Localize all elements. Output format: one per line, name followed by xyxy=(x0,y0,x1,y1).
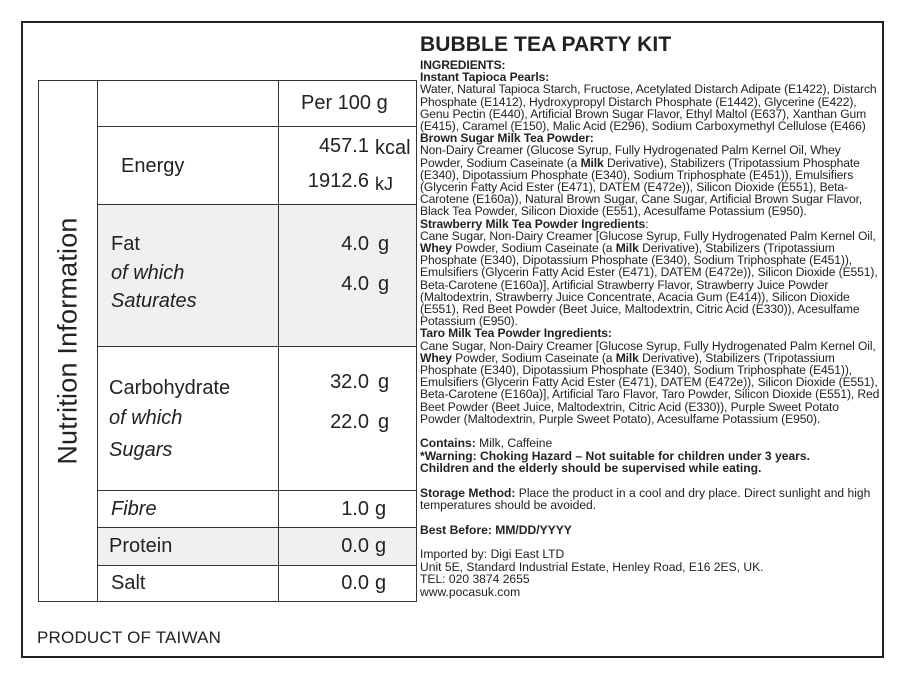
nutrition-value-cell xyxy=(279,491,416,527)
text-part: Cane Sugar, Non-Dairy Creamer [Glucose Syrup, Fully Hydrogenated Palm Kernel Oil, xyxy=(420,338,876,353)
nutrition-value-cell xyxy=(279,347,416,490)
nutrition-value-cell xyxy=(279,566,416,602)
nutrition-value-cell xyxy=(279,528,416,565)
nutrient-amount: 22.0 xyxy=(330,411,369,433)
importer-website: www.pocasuk.com xyxy=(420,584,521,599)
per-100g-label: Per 100 g xyxy=(301,92,388,114)
allergen-warning-block xyxy=(420,437,882,475)
importer-phone: TEL: 020 3874 2655 xyxy=(420,572,530,587)
nutrient-amount: 457.1 xyxy=(318,135,369,157)
nutrition-name-cell xyxy=(98,347,279,490)
nutrient-unit: g xyxy=(375,572,387,594)
allergen-highlight: Whey xyxy=(420,241,452,256)
spacer xyxy=(420,512,882,524)
nutrition-name-cell xyxy=(98,127,279,204)
nutrition-value-cell xyxy=(279,127,416,204)
nutrition-row-protein xyxy=(98,528,416,566)
country-of-origin: PRODUCT OF TAIWAN xyxy=(37,628,222,647)
nutrient-unit: g xyxy=(378,233,390,255)
allergens-value: Milk, Caffeine xyxy=(475,436,553,451)
section-heading-brown-sugar: Brown Sugar Milk Tea Powder: xyxy=(420,131,594,146)
nutrient-name: Protein xyxy=(109,535,173,557)
text-part: Cane Sugar, Non-Dairy Creamer [Glucose Syrup, Fully Hydrogenated Palm Kernel Oil, xyxy=(420,228,876,243)
allergen-highlight: Whey xyxy=(420,350,452,365)
nutrition-row-energy xyxy=(98,127,416,205)
nutrient-unit: g xyxy=(378,411,390,433)
nutrition-name-cell xyxy=(98,528,279,565)
storage-line xyxy=(420,487,882,512)
nutrient-sub-name: Sugars xyxy=(109,439,173,461)
nutrition-side-panel xyxy=(39,81,98,601)
nutrient-amount: 32.0 xyxy=(330,371,369,393)
section-heading-taro: Taro Milk Tea Powder Ingredients: xyxy=(420,326,612,341)
importer-block xyxy=(420,548,882,598)
nutrition-header-row xyxy=(98,81,416,127)
nutrient-amount: 1912.6 xyxy=(307,170,369,192)
storage-block xyxy=(420,487,882,512)
nutrient-name: Carbohydrate xyxy=(109,377,231,399)
nutrient-unit: kJ xyxy=(375,174,393,194)
best-before: Best Before: MM/DD/YYYY xyxy=(420,522,572,537)
nutrient-name: Salt xyxy=(111,572,146,594)
section-heading-tapioca: Instant Tapioca Pearls: xyxy=(420,70,550,85)
text-part: Powder, Sodium Caseinate (a xyxy=(451,241,616,256)
section-heading-strawberry: Strawberry Milk Tea Powder Ingredients xyxy=(420,216,646,231)
text-part: Non-Dairy Creamer (Glucose Syrup, Fully Hydrogenated Palm Kernel Oil, Whey Powder, Sodium Caseinate (a xyxy=(420,143,841,170)
allergens-line xyxy=(420,437,882,450)
nutrition-header-name xyxy=(98,81,279,126)
nutrition-grid xyxy=(98,81,416,601)
nutrient-amount: 4.0 xyxy=(341,273,369,295)
nutrient-unit: g xyxy=(375,535,387,557)
nutrition-name-cell xyxy=(98,491,279,527)
importer-address: Unit 5E, Standard Industrial Estate, Henley Road, E16 2ES, UK. xyxy=(420,559,764,574)
nutrition-header-value-cell xyxy=(279,81,416,126)
nutrient-amount: 0.0 xyxy=(341,572,369,594)
ingredients-panel xyxy=(420,32,882,598)
storage-label: Storage Method: xyxy=(420,485,516,500)
nutrient-name: Energy xyxy=(121,155,185,177)
nutrition-row-salt xyxy=(98,566,416,602)
nutrient-sub-prefix: of which xyxy=(111,262,185,284)
ingredients-heading: INGREDIENTS: xyxy=(420,58,506,72)
section-text-tapioca: Water, Natural Tapioca Starch, Fructose, Acetylated Distarch Adipate (E1422), Distarch Phosphate (E1412), Hydroxypropyl Distarch Phosphate (E1442), Glycerine (E422), Genu Pectin (E440), Artificial Brown Sugar Flavor, Ethyl Maltol (E637), Xanthan Gum (E415), Caramel (E150), Malic Acid (E296), Sodium Carboxymethyl Cellulose (E466) xyxy=(420,82,877,134)
section-text-strawberry xyxy=(420,230,882,328)
best-before-block xyxy=(420,524,882,537)
text-part: Derivative), Stabilizers (Tripotassium Phosphate (E340), Dipotassium Phosphate (E340), Sodium Triphosphate (E451)), Emulsifiers (Glycerin Fatty Acid Ester (E471), DATEM (E472e)), Silicon Dioxide (E551), Beta-Carotene (E160a)), Natural Brown Sugar, Cane Sugar, Artificial Brown Sugar Flavor, Black Tea Powder, Silicon Dioxide (E551), Acesulfame Potassium (E950). xyxy=(420,155,863,219)
warning-line-2: Children and the elderly should be supervised while eating. xyxy=(420,461,762,476)
section-text-brown-sugar xyxy=(420,144,882,217)
nutrition-row-fibre xyxy=(98,491,416,528)
nutrition-name-cell xyxy=(98,205,279,346)
nutrient-amount: 1.0 xyxy=(341,498,369,520)
nutrition-value-cell xyxy=(279,205,416,346)
nutrient-name: Fibre xyxy=(111,498,157,520)
storage-value: Place the product in a cool and dry place. Direct sunlight and high temperatures should be avoided. xyxy=(420,485,871,513)
text-part: Derivative), Stabilizers (Tripotassium Phosphate (E340), Dipotassium Phosphate (E340), Sodium Triphosphate (E451)), Emulsifiers (Glycerin Fatty Acid Ester (E471), DATEM (E472e)), Silicon Dioxide (E551), Beta-Carotene (E160a)], Artificial Strawberry Flavor, Strawberry Juice Powder (Maltodextrin, Strawberry Juice Concentrate, Acacia Gum (E414)), Silicon Dioxide (E551), Red Beet Powder (Beet Juice, Maltodextrin, Citric Acid (E330)), Acesulfame Potassium (E950). xyxy=(420,241,878,329)
nutrient-unit: g xyxy=(375,498,387,520)
ingredients-block xyxy=(420,59,882,425)
heading-suffix: : xyxy=(645,216,649,231)
nutrient-unit: kcal xyxy=(375,137,411,159)
allergen-highlight: Milk xyxy=(615,350,639,365)
nutrition-side-label: Nutrition Information xyxy=(52,217,83,465)
section-text-taro xyxy=(420,340,882,425)
nutrient-unit: g xyxy=(378,371,390,393)
nutrient-sub-prefix: of which xyxy=(109,407,183,429)
warning-line-1: *Warning: Choking Hazard – Not suitable for children under 3 years. xyxy=(420,448,810,463)
nutrient-name: Fat xyxy=(111,233,140,255)
allergen-highlight: Milk xyxy=(580,155,604,170)
product-title: BUBBLE TEA PARTY KIT xyxy=(420,33,672,56)
allergen-highlight: Milk xyxy=(615,241,639,256)
nutrient-unit: g xyxy=(378,273,390,295)
nutrition-name-cell xyxy=(98,566,279,602)
nutrition-row-carbohydrate xyxy=(98,347,416,491)
text-part: Derivative), Stabilizers (Tripotassium Phosphate (E340), Dipotassium Phosphate (E340), Sodium Triphosphate (E451)), Emulsifiers (Glycerin Fatty Acid Ester (E471), DATEM (E472e)), Silicon Dioxide (E551), Beta-Carotene (E160a)], Artificial Taro Flavor, Taro Powder, Silicon Dioxide (E551), Red Beet Powder (Beet Juice, Maltodextrin, Citric Acid (E330)), Purple Sweet Potato Powder (Maltodextrin, Purple Sweet Potato), Acesulfame Potassium (E950). xyxy=(420,350,880,426)
nutrient-amount: 0.0 xyxy=(341,535,369,557)
allergens-label: Contains: xyxy=(420,436,476,451)
nutrition-row-fat xyxy=(98,205,416,347)
nutrient-sub-name: Saturates xyxy=(111,290,197,312)
nutrition-table xyxy=(38,80,417,602)
nutrient-amount: 4.0 xyxy=(341,233,369,255)
importer-name: Imported by: Digi East LTD xyxy=(420,547,565,562)
text-part: Powder, Sodium Caseinate (a xyxy=(451,350,616,365)
